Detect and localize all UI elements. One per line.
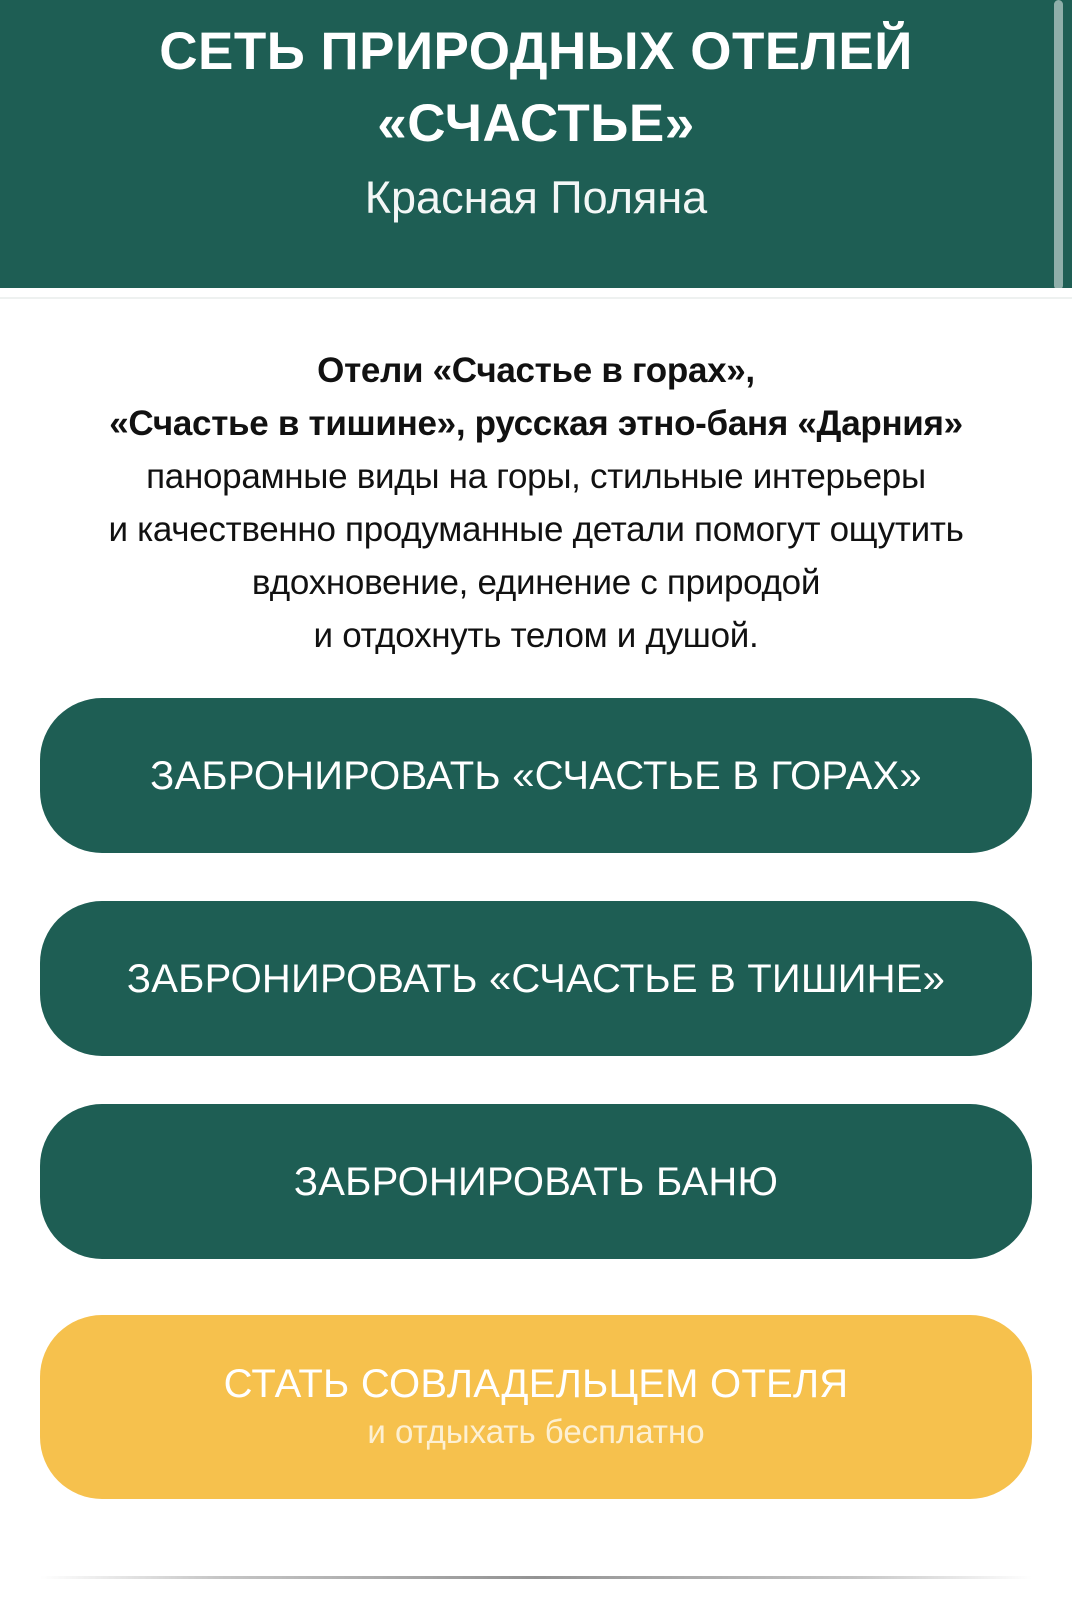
brand-title-line2: «СЧАСТЬЕ» [377, 94, 695, 153]
become-co-owner-button[interactable] [40, 1315, 1032, 1499]
bottom-shadow-divider [40, 1576, 1032, 1579]
button-label: СТАТЬ СОВЛАДЕЛЬЦЕМ ОТЕЛЯ [223, 1362, 849, 1406]
book-happiness-in-mountains-button[interactable] [40, 698, 1032, 853]
button-sublabel: и отдыхать бесплатно [367, 1413, 705, 1450]
brand-title-line1: СЕТЬ ПРИРОДНЫХ ОТЕЛЕЙ [159, 22, 913, 81]
header-divider-line [0, 297, 1072, 299]
intro-line: панорамные виды на горы, стильные интерьеры [146, 457, 926, 496]
book-happiness-in-silence-button[interactable] [40, 901, 1032, 1056]
intro-paragraph [0, 344, 1072, 662]
intro-line: вдохновение, единение с природой [251, 563, 821, 602]
scrollbar-thumb[interactable] [1054, 0, 1063, 290]
page-header [0, 0, 1072, 288]
book-banya-button[interactable] [40, 1104, 1032, 1259]
intro-line: и качественно продуманные детали помогут ощутить [108, 510, 964, 549]
button-label: ЗАБРОНИРОВАТЬ БАНЮ [293, 1159, 779, 1204]
brand-location-subtitle: Красная Поляна [364, 172, 708, 223]
button-label: ЗАБРОНИРОВАТЬ «СЧАСТЬЕ В ТИШИНЕ» [126, 956, 946, 1001]
intro-line: Отели «Счастье в горах», [317, 351, 755, 390]
intro-line: «Счастье в тишине», русская этно-баня «Дарния» [109, 404, 963, 443]
button-stack [0, 698, 1072, 1499]
intro-line: и отдохнуть телом и душой. [313, 616, 759, 655]
button-label: ЗАБРОНИРОВАТЬ «СЧАСТЬЕ В ГОРАХ» [150, 753, 922, 798]
